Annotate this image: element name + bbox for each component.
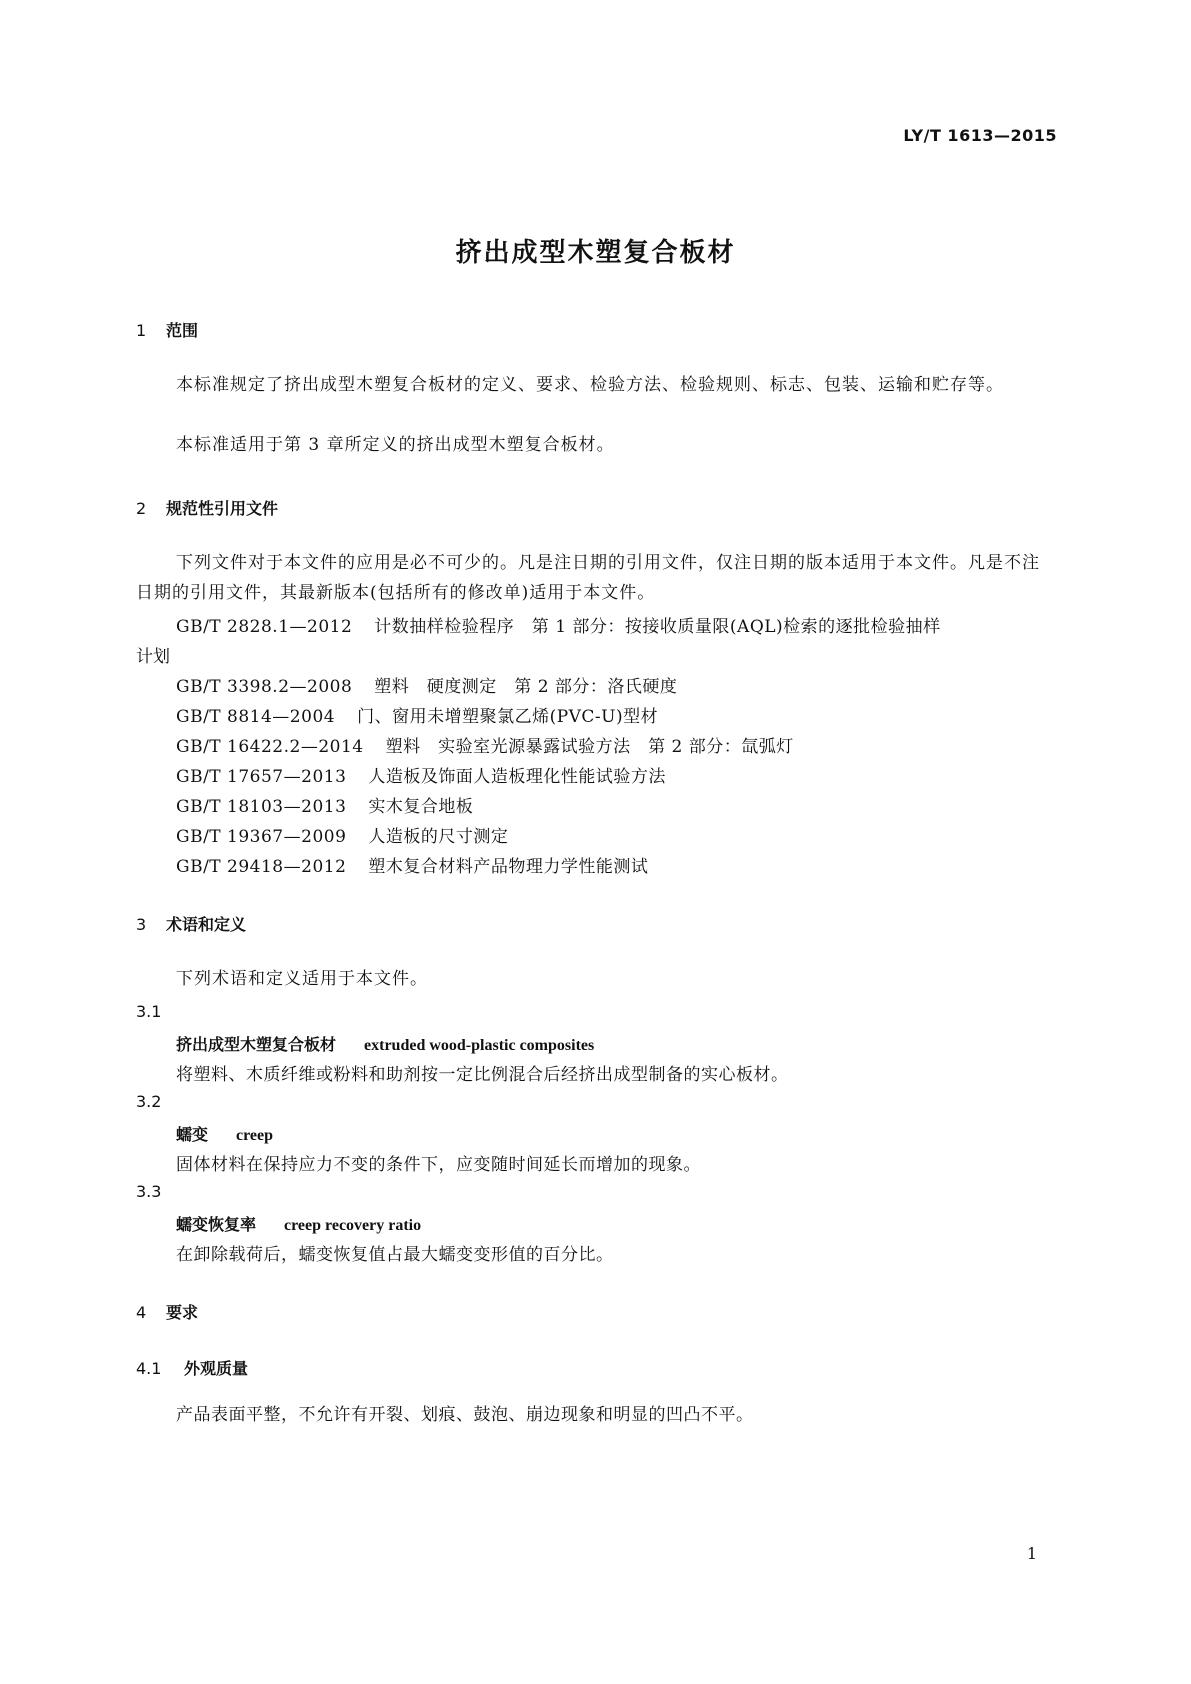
- term-number: 3.2: [136, 1092, 162, 1111]
- term-zh: 蠕变: [176, 1125, 209, 1144]
- term-definition: 将塑料、木质纤维或粉料和助剂按一定比例混合后经挤出成型制备的实心板材。: [176, 1065, 789, 1085]
- document-title: 挤出成型木塑复合板材: [455, 238, 736, 268]
- reference-item: [176, 702, 658, 727]
- reference-item: [176, 792, 473, 817]
- section-number: 2: [136, 499, 147, 518]
- term-number: 3.3: [136, 1182, 162, 1201]
- appearance-requirement: 产品表面平整，不允许有开裂、划痕、鼓泡、崩边现象和明显的凹凸不平。: [176, 1405, 754, 1425]
- term-definition: 在卸除载荷后，蠕变恢复值占最大蠕变变形值的百分比。: [176, 1245, 614, 1265]
- reference-item: [176, 822, 508, 847]
- subsection-4-1-heading: [136, 1356, 248, 1379]
- reference-code: GB/T 18103—2013: [176, 797, 347, 817]
- section-number: 4: [136, 1303, 147, 1322]
- standard-code: LY/T 1613—2015: [903, 126, 1057, 145]
- section-title: 要求: [166, 1303, 199, 1322]
- section-title: 术语和定义: [166, 915, 247, 934]
- term-en: extruded wood-plastic composites: [364, 1037, 595, 1054]
- reference-item: [176, 852, 648, 877]
- subsection-title: 外观质量: [184, 1359, 249, 1378]
- reference-item: [176, 612, 941, 637]
- reference-title: 计数抽样检验程序 第 1 部分：按接收质量限(AQL)检索的逐批检验抽样: [374, 617, 941, 637]
- reference-item: [176, 672, 677, 697]
- reference-title: 塑料 实验室光源暴露试验方法 第 2 部分：氙弧灯: [385, 737, 794, 757]
- reference-code: GB/T 8814—2004: [176, 707, 336, 727]
- reference-code: GB/T 29418—2012: [176, 857, 347, 877]
- terms-intro: 下列术语和定义适用于本文件。: [176, 969, 428, 989]
- reference-code: GB/T 2828.1—2012: [176, 617, 353, 637]
- reference-item: [176, 732, 794, 757]
- reference-title: 实木复合地板: [368, 797, 474, 817]
- subsection-number: 4.1: [136, 1359, 162, 1378]
- reference-code: GB/T 16422.2—2014: [176, 737, 364, 757]
- section-3-heading: [136, 912, 246, 935]
- term-zh: 挤出成型木塑复合板材: [176, 1035, 337, 1054]
- reference-item: [176, 762, 666, 787]
- scope-paragraph-1: 本标准规定了挤出成型木塑复合板材的定义、要求、检验方法、检验规则、标志、包装、运输和贮存等。: [176, 375, 1004, 395]
- term-zh: 蠕变恢复率: [176, 1215, 257, 1234]
- section-title: 规范性引用文件: [166, 499, 279, 518]
- term-number: 3.1: [136, 1002, 162, 1021]
- term-heading: [176, 1032, 594, 1055]
- section-title: 范围: [166, 321, 199, 340]
- reference-title-continued: 计划: [136, 647, 170, 667]
- section-number: 3: [136, 915, 147, 934]
- scope-paragraph-2: 本标准适用于第 3 章所定义的挤出成型木塑复合板材。: [176, 435, 615, 455]
- term-heading: [176, 1122, 273, 1145]
- page-number: 1: [1026, 1544, 1037, 1563]
- reference-title: 人造板的尺寸测定: [368, 827, 509, 847]
- term-en: creep: [236, 1127, 274, 1144]
- reference-title: 塑木复合材料产品物理力学性能测试: [368, 857, 649, 877]
- section-number: 1: [136, 321, 147, 340]
- reference-code: GB/T 19367—2009: [176, 827, 347, 847]
- reference-title: 人造板及饰面人造板理化性能试验方法: [368, 767, 666, 787]
- section-1-heading: [136, 318, 198, 341]
- reference-code: GB/T 17657—2013: [176, 767, 347, 787]
- section-4-heading: [136, 1300, 198, 1323]
- reference-title: 门、窗用未增塑聚氯乙烯(PVC-U)型材: [357, 707, 659, 727]
- references-intro: 下列文件对于本文件的应用是必不可少的。凡是注日期的引用文件，仅注日期的版本适用于本文件。凡是不注日期的引用文件，其最新版本(包括所有的修改单)适用于本文件。: [136, 553, 1040, 603]
- term-definition: 固体材料在保持应力不变的条件下，应变随时间延长而增加的现象。: [176, 1155, 701, 1175]
- term-en: creep recovery ratio: [284, 1217, 422, 1234]
- reference-title: 塑料 硬度测定 第 2 部分：洛氏硬度: [374, 677, 678, 697]
- term-heading: [176, 1212, 421, 1235]
- section-2-heading: [136, 496, 278, 519]
- reference-code: GB/T 3398.2—2008: [176, 677, 353, 697]
